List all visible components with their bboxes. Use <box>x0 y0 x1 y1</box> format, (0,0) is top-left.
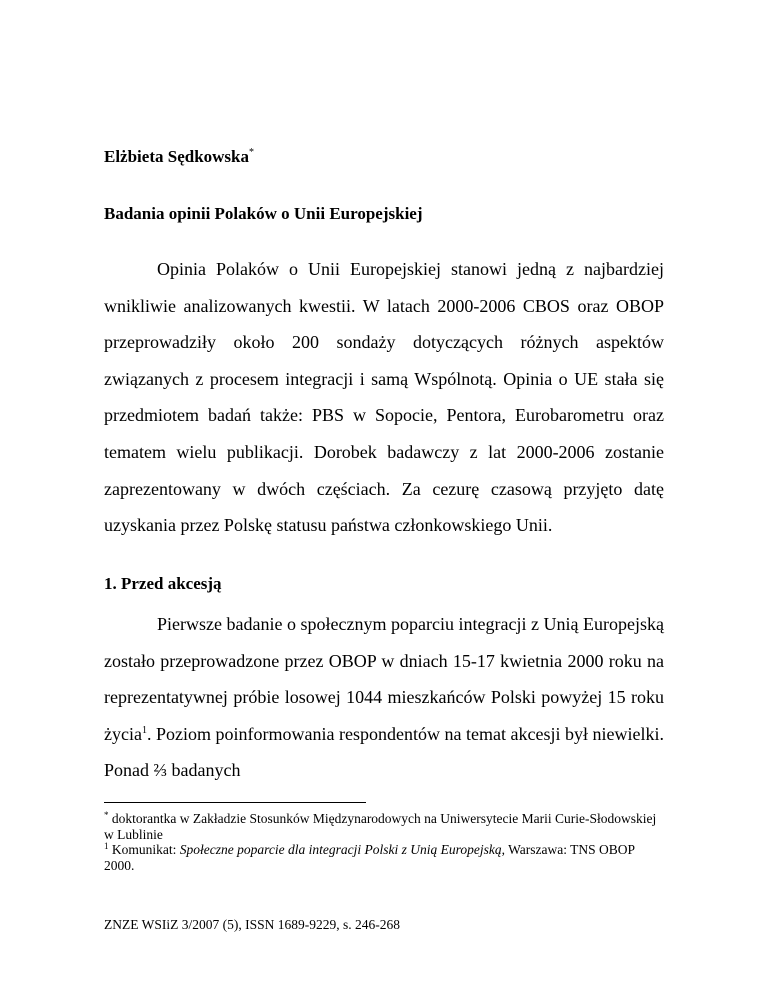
author-footnote-mark: * <box>249 147 254 158</box>
footnote-author <box>104 811 664 842</box>
paragraph-2-text-start: Pierwsze badanie o społecznym poparciu integracji z Unią Europejską zostało przeprowadzone przez OBOP w dniach 15-17 kwietnia 2000 roku na reprezentatywnej próbie losowej 1044 mieszkańców Polski powyżej 15 roku życia <box>104 614 664 744</box>
footnote-reference-1: 1 <box>141 724 147 736</box>
body-paragraph-1: Opinia Polaków o Unii Europejskiej stanowi jedną z najbardziej wnikliwie analizowanych kwestii. W latach 2000-2006 CBOS oraz OBOP przeprowadziły około 200 sondaży dotyczących różnych aspektów związanych z procesem integracji i samą Wspólnotą. Opinia o UE stała się przedmiotem badań także: PBS w Sopocie, Pentora, Eurobarometru oraz tematem wielu publikacji. Dorobek badawczy z lat 2000-2006 zostanie zaprezentowany w dwóch częściach. Za cezurę czasową przyjęto datę uzyskania przez Polskę statusu państwa członkowskiego Unii. <box>104 259 664 536</box>
body-paragraph-2 <box>104 606 664 789</box>
footnote-author-text: doktorantka w Zakładzie Stosunków Międzynarodowych na Uniwersytecie Marii Curie-Słodowskiej w Lublinie <box>104 811 657 842</box>
article-title: Badania opinii Polaków o Unii Europejskiej <box>104 204 423 223</box>
footnote-1-suffix: , Warszawa: TNS OBOP 2000. <box>104 842 635 873</box>
author-name <box>104 147 254 167</box>
footnote-1-mark: 1 <box>104 841 109 851</box>
author-name-text: Elżbieta Sędkowska <box>104 147 249 166</box>
footnote-1-prefix: Komunikat: <box>108 842 180 857</box>
footnote-1-source-title: Społeczne poparcie dla integracji Polski z Unią Europejską <box>179 842 502 857</box>
page-footer-citation: ZNZE WSIiZ 3/2007 (5), ISSN 1689-9229, s. 246-268 <box>104 917 400 932</box>
footnote-author-mark: * <box>104 810 109 820</box>
section-heading: 1. Przed akcesją <box>104 574 222 593</box>
footnotes <box>104 811 664 873</box>
footnote-separator <box>104 802 366 803</box>
paragraph-2-text-end: . Poziom poinformowania respondentów na temat akcesji był niewielki. Ponad ⅔ badanych <box>104 723 664 781</box>
footnote-1 <box>104 842 664 873</box>
